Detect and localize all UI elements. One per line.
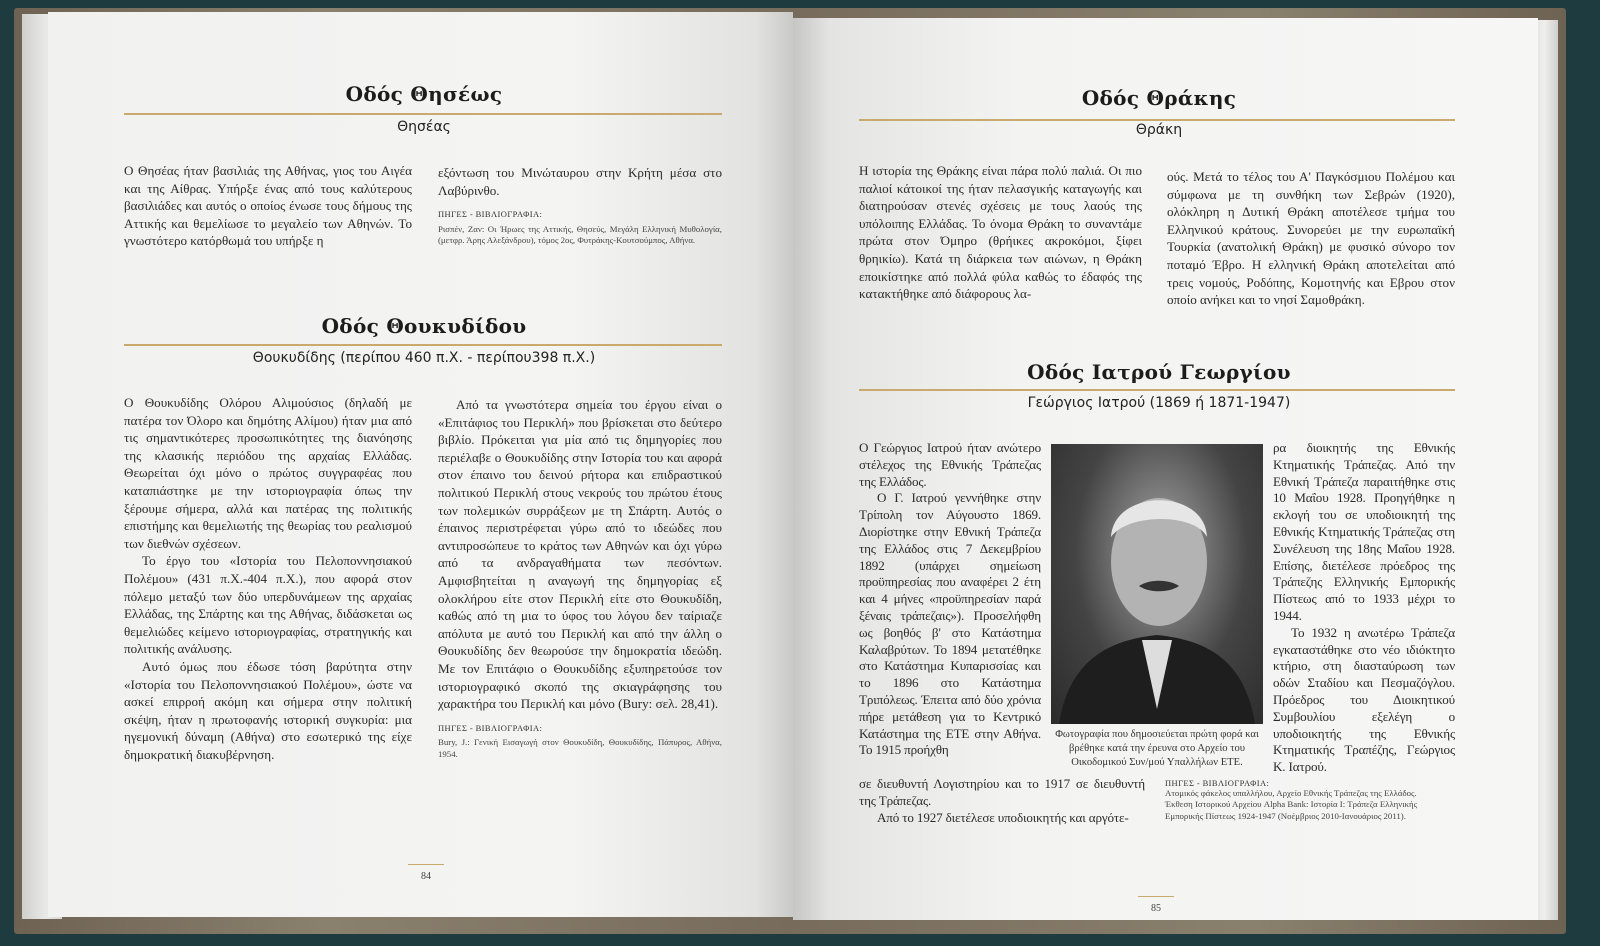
thrakis-column-2 bbox=[1167, 168, 1455, 309]
paragraph: ούς. Μετά το τέλος του Α' Παγκόσμιου Πολέμου και σύμφωνα με τη συνθήκη των Σεβρών (1920), ολόκληρη η Δυτική Θράκη αποτέλεσε τμήμα του Ελληνικού κράτους. Συνορεύει με την ευρωπαϊκή Τουρκία (ανατολική Θράκη) με φυσικό σύνορο τον ποταμό Έβρο. Η ελληνική Θράκη αποτελείται από τρεις νομούς, Ροδόπης, Κομοτηνής και Εβρου στον οποίο ανήκει και το νησί Σαμοθράκη. bbox=[1167, 169, 1455, 308]
paragraph: Το 1932 η ανωτέρω Τράπεζα εγκαταστάθηκε στο νέο ιδιόκτητο κτήριο, στη διασταύρωση των οδών Σταδίου και Πεσμαζόγλου. Πρόεδρος του Διοικητικού Συμβουλίου εξελέγη ο υποδιοικητής της Εθνικής Κτηματικής Τραπέζης, Γεώργιος Κ. Ιατρού. bbox=[1273, 624, 1455, 775]
title-rule bbox=[859, 389, 1455, 391]
paragraph: εξόντωση του Μινώταυρου στην Κρήτη μέσα στο Λαβύρινθο. bbox=[438, 165, 722, 198]
portrait-figure-icon bbox=[1051, 444, 1263, 724]
section-subtitle-theseos: Θησέας bbox=[397, 119, 451, 135]
section-subtitle-thoukydidou: Θουκυδίδης (περίπου 460 π.Χ. - περίπου398 π.Χ.) bbox=[252, 350, 596, 366]
paragraph: Από το 1927 διετέλεσε υποδιοικητής και αργότε- bbox=[877, 809, 1129, 825]
iatrou-column-1-continued bbox=[859, 776, 1145, 826]
photo-figure bbox=[1051, 444, 1263, 770]
title-rule bbox=[859, 119, 1455, 121]
paragraph: ρα διοικητής της Εθνικής Κτηματικής Τράπεζας. Από την Εθνική Τράπεζα παραιτήθηκε στις 10 Μαΐου 1928. Προηγήθηκε η εκλογή του σε υποδιοικητή της Εθνικής Κτηματικής Τράπεζας στη Συνέλευση της 18ης Μαΐου 1928. Επίσης, διετέλεσε πρόεδρος της Τράπεζης Ελληνικής Εμπορικής Πίστεως από το 1933 μέχρι το 1944. bbox=[1273, 440, 1455, 623]
iatrou-section-body bbox=[859, 440, 1455, 826]
title-rule bbox=[124, 344, 722, 346]
iatrou-bottom-row bbox=[859, 776, 1455, 826]
paragraph: Η ιστορία της Θράκης είναι πάρα πολύ παλιά. Οι πιο παλιοί κάτοικοί της ήταν πελασγικής καταγωγής και διατηρούσαν στενές σχέσεις με τους λαούς της υπόλοιπης Ελλάδας. Το όνομα Θράκη το συναντάμε πρώτα στον Όμηρο (θρήικες ακροκόμοι, ξίφει θρηικίω). Κατά τη διάρκεια των αιώνων, η Θράκη εποικίστηκε από πολλά φύλα καθώς το έδαφός της κατακτήθηκε από διάφορους λα- bbox=[859, 163, 1142, 302]
iatrou-sources bbox=[1165, 776, 1455, 823]
sources-text: Bury, J.: Γενική Εισαγωγή στον Θουκυδίδη, Θουκυδίδης, Πάπυρος, Αθήνα, 1954. bbox=[438, 737, 722, 759]
theseos-column-2 bbox=[438, 164, 722, 247]
section-title-thoukydidou: Οδός Θουκυδίδου bbox=[321, 314, 527, 338]
section-title-thrakis: Οδός Θράκης bbox=[1081, 86, 1237, 110]
paragraph: Ο Θησέας ήταν βασιλιάς της Αθήνας, γιος του Αιγέα και της Αίθρας. Υπήρξε ένας από τους καλύτερους βασιλιάδες και αυτός ο οποίος ένωσε τους δήμους της Αττικής και θεμελίωσε το μεγαλείο των Αθηνών. Το γνωστότερο κατόρθωμά του υπήρξε η bbox=[124, 163, 412, 249]
sources-label: ΠΗΓΕΣ - ΒΙΒΛΙΟΓΡΑΦΙΑ: bbox=[438, 209, 543, 220]
section-title-theseos: Οδός Θησέως bbox=[345, 82, 503, 106]
paragraph: Το έργο του «Ιστορία του Πελοποννησιακού Πολέμου» (431 π.Χ.-404 π.Χ.), που αφορά στον πόλεμο μεταξύ των δύο υπερδυνάμεων της αρχαίας Ελλάδας, της Σπάρτης και της Αθήνας, διδάσκεται ως θεμελιώδες κείμενο ιστοριογραφίας, στρατηγικής και πολιτικής ανάλυσης. bbox=[124, 553, 412, 657]
paragraph: Από τα γνωστότερα σημεία του έργου είναι ο «Επιτάφιος του Περικλή» που βρίσκεται στο δεύτερο βιβλίο. Πρόκειται για μία από τις δημηγορίες που περιέλαβε ο Θουκυδίδης στην Ιστορία του και αφορά στον έπαινο του δεινού ρήτορα και επιδραστικού πολιτικού Περικλή στους νεκρούς του πρώτου έτους των πολεμικών συρράξεων με τη Σπάρτη. Αυτός ο έπαινος περιστρέφεται γύρω από το ιδεώδες που αντιπροσώπευε το κράτος των Αθηνών και όχι γύρω από τα ανδραγαθήματα των πεσόντων. Αμφισβητείται η αναγωγή της δημηγορίας εξ ολοκλήρου είτε στον Περικλή είτε στο Θουκυδίδη, καθώς από τη μια το ύφος του λόγου δεν ταίριαζε απόλυτα με αυτό του Περικλή και από την άλλη ο Θουκυδίδης δεν θεωρούσε την δημοκρατία ιδεώδη. Με τον Επιτάφιο ο Θουκυδίδης εξυπηρετούσε τον ιστοριογραφικό σκοπό της σκιαγράφησης του χαρακτήρα του Περικλή και μόνο (Bury: σελ. 28,41). bbox=[438, 397, 722, 712]
theseos-column-1 bbox=[124, 162, 412, 250]
photo-caption: Φωτογραφία που δημοσιεύεται πρώτη φορά και βρέθηκε κατά την έρευνα στο Αρχείο του Οικοδομικού Συν/μού Υπαλλήλων ΕΤΕ. bbox=[1055, 729, 1259, 768]
sources-label: ΠΗΓΕΣ - ΒΙΒΛΙΟΓΡΑΦΙΑ: bbox=[438, 722, 543, 733]
sources-text: Ρισπέν, Ζαν: Οι Ήρωες της Αττικής, Θησεύς, Μεγάλη Ελληνική Μυθολογία, (μετφρ. Άρης Αλεξάνδρου), τόμος 2ος, Φυτράκης-Κουτσούμπος, Αθήνα. bbox=[438, 223, 722, 246]
paragraph: Ο Γεώργιος Ιατρού ήταν ανώτερο στέλεχος της Εθνικής Τράπεζας της Ελλάδος. bbox=[859, 440, 1041, 489]
sources-text: Έκθεση Ιστορικού Αρχείου Alpha Bank: Ιστορία Ι: Τράπεζα Ελληνικής Εμπορικής Πίστεως 1924-1947 (Νοέμβριος 2010-Ιανουάριος 2011). bbox=[1165, 799, 1418, 821]
thrakis-column-1 bbox=[859, 162, 1142, 303]
page-number: 84 bbox=[406, 864, 446, 882]
paragraph: Ο Θουκυδίδης Ολόρου Αλιμούσιος (δηλαδή με πατέρα τον Όλορο και δημότης Αλίμου) ήταν μια από τις σημαντικότερες προσωπικότητες της διανόησης της κλασικής περιόδου της αρχαίας Ελλάδας. Θεωρείται όχι μόνο ο πρώτος συγγραφέας που καταπιάστηκε με την ιστοριογραφία όπως την ξέρουμε σήμερα, αλλά και πατέρας της πολιτικής επιστήμης και θεμελιωτής της θεωρίας του ρεαλισμού των διεθνών σχέσεων. bbox=[124, 395, 412, 551]
title-rule bbox=[124, 113, 722, 115]
paragraph: σε διευθυντή Λογιστηρίου και το 1917 σε διευθυντή της Τράπεζας. bbox=[859, 775, 1145, 808]
sources-label: ΠΗΓΕΣ - ΒΙΒΛΙΟΓΡΑΦΙΑ: bbox=[1165, 777, 1270, 788]
section-subtitle-thrakis: Θράκη bbox=[1135, 122, 1183, 138]
iatrou-columns-row bbox=[859, 440, 1455, 776]
section-title-iatrou: Οδός Ιατρού Γεωργίου bbox=[1027, 360, 1291, 384]
paragraph: Ο Γ. Ιατρού γεννήθηκε στην Τρίπολη τον Αύγουστο 1869. Διορίστηκε στην Εθνική Τράπεζα της Ελλάδος στις 7 Δεκεμβρίου 1892 (υπάρχει σημείωση προϋπηρεσίας που αναφέρει 2 έτη και 4 μήνες «προϋπηρεσίαν παρά ξέναις τράπεζαις»). Προσελήφθη ως βοηθός β' στο Κατάστημα Καλαβρύτων. Το 1894 μετατέθηκε στο Κατάστημα Κυπαρισσίας και το 1896 στο Κατάστημα Τριπόλεως. Έπειτα από δύο χρόνια πήρε μετάθεση για το Κεντρικό Κατάστημα της ΕΤΕ στην Αθήνα. Το 1915 προήχθη bbox=[859, 490, 1041, 758]
iatrou-column-2 bbox=[1273, 440, 1455, 776]
left-page bbox=[48, 12, 793, 917]
right-page bbox=[793, 18, 1538, 920]
thoukydidou-column-2 bbox=[438, 396, 722, 760]
paragraph: Αυτό όμως που έδωσε τόση βαρύτητα στην «Ιστορία του Πελοποννησιακού Πολέμου», ώστε να ασκεί επιρροή ακόμη και σήμερα στην πολιτική σκέψη, ήταν η πρωτοφανής ιστορική συγκυρία: μια ηγεμονική δύναμη (Αθήνα) στο εσωτερικό της είχε δημοκρατική διακυβέρνηση. bbox=[124, 658, 412, 762]
page-number: 85 bbox=[1136, 896, 1176, 914]
sources-text: Ατομικός φάκελος υπαλλήλου, Αρχείο Εθνικής Τράπεζας της Ελλάδος. bbox=[1165, 787, 1417, 798]
portrait-photo bbox=[1051, 444, 1263, 724]
iatrou-column-1 bbox=[859, 440, 1041, 759]
thoukydidou-column-1 bbox=[124, 394, 412, 763]
section-subtitle-iatrou: Γεώργιος Ιατρού (1869 ή 1871-1947) bbox=[1027, 395, 1291, 411]
